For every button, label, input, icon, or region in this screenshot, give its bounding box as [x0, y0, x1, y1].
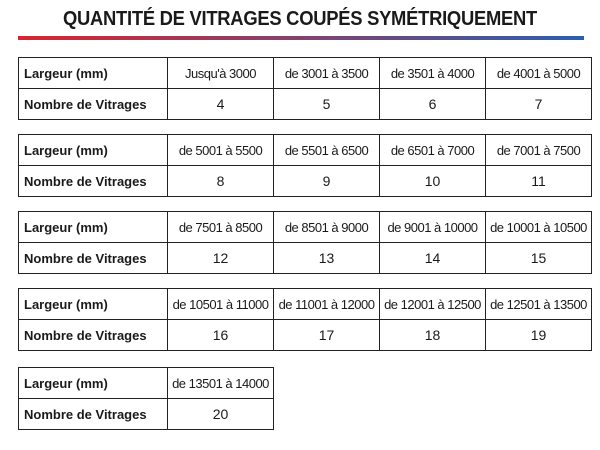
count-label: Nombre de Vitrages — [19, 399, 168, 430]
width-label: Largeur (mm) — [19, 289, 168, 320]
count-row — [19, 399, 274, 430]
title-gradient-bar — [18, 36, 584, 40]
width-row — [19, 135, 592, 166]
range-cell: de 7501 à 8500 — [168, 212, 274, 243]
count-cell: 6 — [380, 89, 486, 120]
width-label: Largeur (mm) — [19, 368, 168, 399]
count-row — [19, 89, 592, 120]
count-cell: 12 — [168, 243, 274, 274]
width-label: Largeur (mm) — [19, 135, 168, 166]
range-cell: de 5001 à 5500 — [168, 135, 274, 166]
range-cell: de 11001 à 12000 — [274, 289, 380, 320]
range-cell: de 12501 à 13500 — [486, 289, 592, 320]
width-table-3 — [18, 211, 592, 274]
count-row — [19, 320, 592, 351]
count-cell: 10 — [380, 166, 486, 197]
count-cell: 17 — [274, 320, 380, 351]
range-cell: de 7001 à 7500 — [486, 135, 592, 166]
count-cell: 5 — [274, 89, 380, 120]
count-cell: 14 — [380, 243, 486, 274]
width-row — [19, 368, 274, 399]
range-cell: de 6501 à 7000 — [380, 135, 486, 166]
count-cell: 19 — [486, 320, 592, 351]
count-cell: 8 — [168, 166, 274, 197]
range-cell: Jusqu'à 3000 — [168, 58, 274, 89]
count-cell: 16 — [168, 320, 274, 351]
width-table-2 — [18, 134, 592, 197]
width-table-1 — [18, 57, 592, 120]
range-cell: de 5501 à 6500 — [274, 135, 380, 166]
range-cell: de 13501 à 14000 — [168, 368, 274, 399]
count-cell: 13 — [274, 243, 380, 274]
count-cell: 7 — [486, 89, 592, 120]
count-row — [19, 243, 592, 274]
width-row — [19, 212, 592, 243]
width-row — [19, 58, 592, 89]
width-table-4 — [18, 288, 592, 351]
count-label: Nombre de Vitrages — [19, 89, 168, 120]
range-cell: de 3001 à 3500 — [274, 58, 380, 89]
count-label: Nombre de Vitrages — [19, 320, 168, 351]
count-cell: 4 — [168, 89, 274, 120]
range-cell: de 9001 à 10000 — [380, 212, 486, 243]
count-cell: 18 — [380, 320, 486, 351]
count-cell: 15 — [486, 243, 592, 274]
count-cell: 11 — [486, 166, 592, 197]
count-label: Nombre de Vitrages — [19, 243, 168, 274]
range-cell: de 3501 à 4000 — [380, 58, 486, 89]
width-label: Largeur (mm) — [19, 58, 168, 89]
count-label: Nombre de Vitrages — [19, 166, 168, 197]
range-cell: de 4001 à 5000 — [486, 58, 592, 89]
range-cell: de 10501 à 11000 — [168, 289, 274, 320]
range-cell: de 10001 à 10500 — [486, 212, 592, 243]
width-table-5 — [18, 367, 274, 430]
range-cell: de 8501 à 9000 — [274, 212, 380, 243]
count-cell: 9 — [274, 166, 380, 197]
count-row — [19, 166, 592, 197]
range-cell: de 12001 à 12500 — [380, 289, 486, 320]
count-cell: 20 — [168, 399, 274, 430]
width-label: Largeur (mm) — [19, 212, 168, 243]
width-row — [19, 289, 592, 320]
page-title: QUANTITÉ DE VITRAGES COUPÉS SYMÉTRIQUEMENT — [62, 8, 538, 30]
